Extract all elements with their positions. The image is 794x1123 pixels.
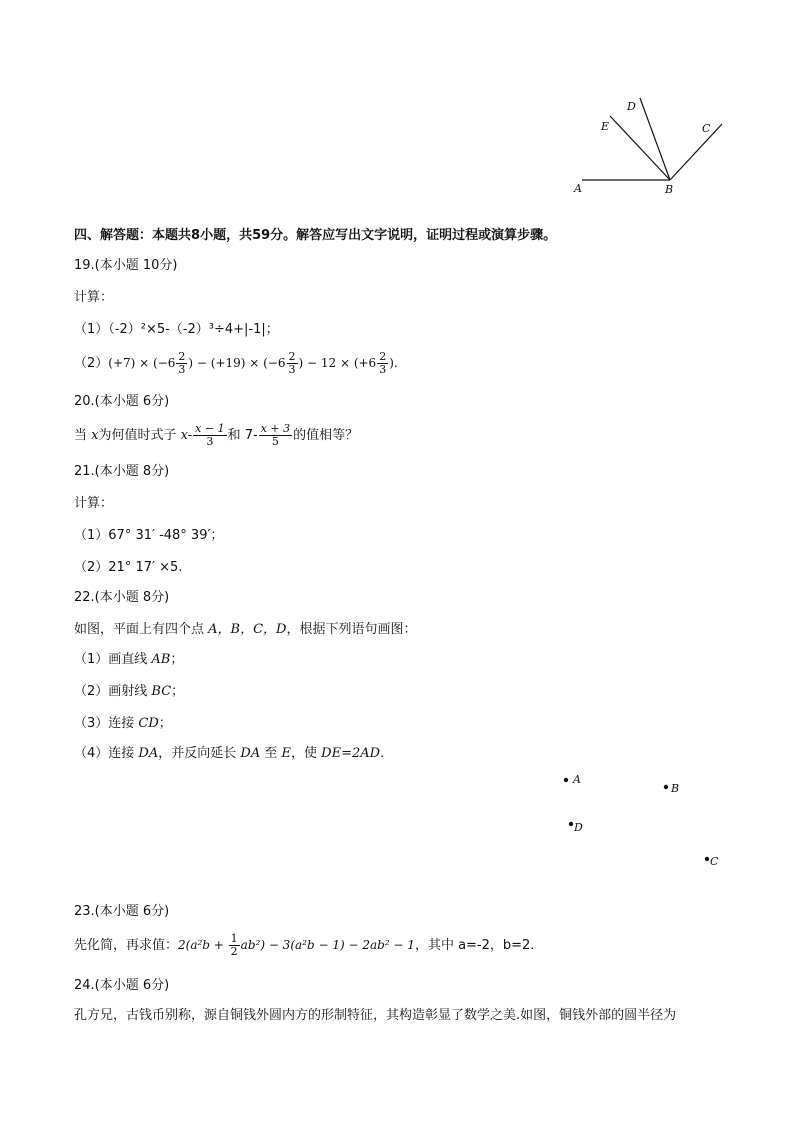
- q19-header: 19.(本小题 10分): [74, 258, 178, 273]
- label-D: D: [627, 100, 636, 113]
- q22-intro: 如图，平面上有四个点 A，B，C，D，根据下列语句画图：: [74, 622, 417, 637]
- q22-header: 22.(本小题 8分): [74, 590, 170, 605]
- point-D-label: D: [574, 821, 583, 834]
- label-B: B: [665, 183, 674, 196]
- q22-step3: （3）连接 CD；: [74, 716, 172, 731]
- point-B: [664, 785, 668, 789]
- point-A-label: A: [573, 773, 581, 786]
- q22-step1: （1）画直线 AB；: [74, 652, 184, 667]
- point-D: [569, 822, 573, 826]
- points-figure: [550, 766, 740, 876]
- q19-prompt: 计算：: [74, 290, 114, 305]
- ray-BE: [610, 116, 670, 180]
- q22-step4: （4）连接 DA，并反向延长 DA 至 E，使 DE=2AD.: [74, 746, 385, 761]
- label-E: E: [601, 120, 610, 133]
- ray-BC: [670, 124, 722, 180]
- q23-text: 先化简，再求值：2(a²b + $\frac{1}{2}$ ab²) − 3(a²b − 1) − 2ab² − 1，其中 a=-2，b=2.: [74, 932, 535, 958]
- q21-part2: （2）21° 17′ ×5.: [74, 560, 183, 575]
- q20-text: 当 x为何值时式子 x- $\frac{x - 1}{3}$ 和 7- $\frac{x + 3}{5}$ 的值相等？: [74, 422, 359, 448]
- q19-part2: （2）(+7) × (−6 $\frac{2}{3}$ ) − (+19) × (−6 $\frac{2}{3}$ ) − 12 × (+6 $\frac{2}{3}$ ).: [74, 350, 398, 376]
- q24-header: 24.(本小题 6分): [74, 978, 170, 993]
- point-B-label: B: [671, 782, 680, 795]
- q21-prompt: 计算：: [74, 496, 114, 511]
- section-heading: 四、解答题：本题共8小题，共59分。解答应写出文字说明，证明过程或演算步骤。: [74, 228, 557, 243]
- angle-figure: [560, 88, 740, 200]
- q21-header: 21.(本小题 8分): [74, 464, 170, 479]
- ray-BD: [640, 98, 670, 180]
- q23-header: 23.(本小题 6分): [74, 904, 170, 919]
- point-C-label: C: [710, 855, 719, 868]
- q24-text: 孔方兄，古钱币别称，源自铜钱外圆内方的形制特征，其构造彰显了数学之美.如图，铜钱外部的圆半径为: [74, 1008, 677, 1023]
- point-A: [564, 778, 568, 782]
- q21-part1: （1）67° 31′ -48° 39′；: [74, 528, 224, 543]
- point-C: [705, 857, 709, 861]
- label-A: A: [574, 182, 582, 195]
- q19-part1: （1）（-2）²×5-（-2）³÷4+|-1|；: [74, 322, 279, 337]
- label-C: C: [702, 122, 711, 135]
- q22-step2: （2）画射线 BC；: [74, 684, 185, 699]
- q20-header: 20.(本小题 6分): [74, 394, 170, 409]
